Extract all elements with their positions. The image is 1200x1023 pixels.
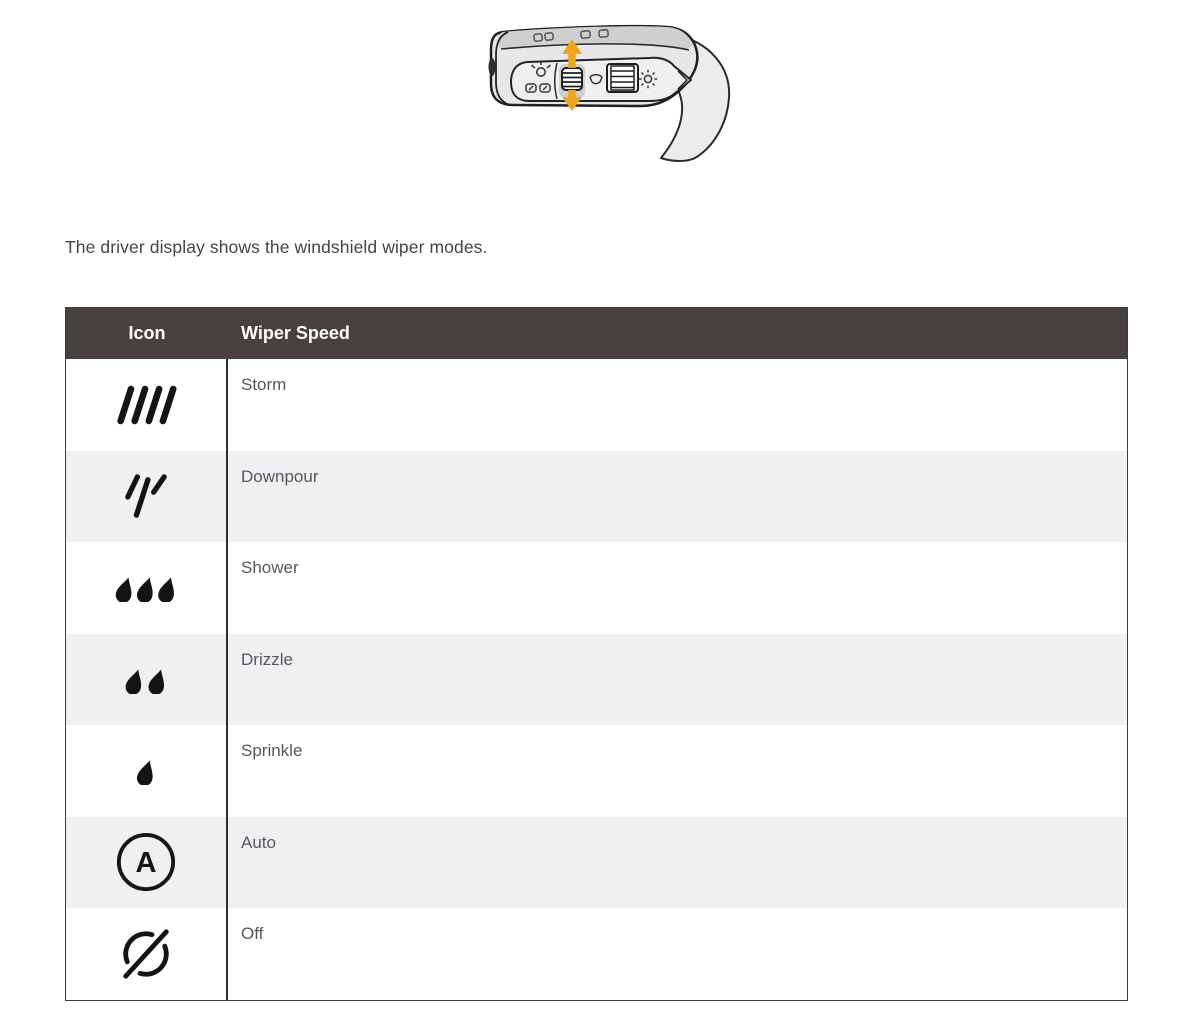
wiper-speed-label: Shower	[241, 558, 299, 577]
icon-cell	[66, 817, 228, 909]
end-cap-notch	[489, 58, 496, 76]
table-row	[66, 817, 1127, 909]
column-header-icon: Icon	[128, 323, 166, 343]
auto-icon-letter: A	[135, 847, 157, 880]
wiper-speed-cell	[228, 634, 1127, 726]
icon-cell	[66, 908, 228, 1000]
table-header-row	[66, 308, 1127, 359]
wiper-speed-roller[interactable]	[562, 68, 582, 90]
column-header-wiper-speed: Wiper Speed	[241, 323, 350, 343]
table-row	[66, 725, 1127, 817]
table-row	[66, 451, 1127, 543]
icon-cell	[66, 634, 228, 726]
wiper-speed-label: Drizzle	[241, 649, 293, 669]
icon-cell	[66, 359, 228, 451]
table-row	[66, 542, 1127, 634]
wiper-speed-cell	[228, 542, 1127, 634]
table-row	[66, 359, 1127, 451]
wiper-speed-cell	[228, 451, 1127, 543]
headlight-roller[interactable]	[607, 64, 638, 92]
wiper-speed-label: Sprinkle	[241, 741, 303, 760]
table-row	[66, 634, 1127, 726]
auto-icon	[115, 831, 177, 893]
wiper-speed-label: Off	[241, 924, 264, 943]
wiper-speed-cell	[228, 908, 1127, 1000]
icon-cell	[66, 542, 228, 634]
wiper-speed-cell	[228, 817, 1127, 909]
icon-cell	[66, 451, 228, 543]
storm-icon	[115, 385, 177, 425]
wiper-speed-cell	[228, 359, 1127, 451]
wiper-stalk-illustration	[481, 20, 741, 165]
wiper-speed-label: Auto	[241, 832, 276, 852]
wiper-speed-label: Downpour	[241, 466, 319, 486]
wiper-speed-cell	[228, 725, 1127, 817]
off-icon	[120, 925, 172, 983]
intro-text: The driver display shows the windshield wiper modes.	[65, 237, 488, 257]
sprinkle-icon	[135, 756, 157, 785]
downpour-icon	[124, 474, 168, 518]
icon-cell	[66, 725, 228, 817]
drizzle-icon	[125, 665, 167, 694]
shower-icon	[115, 573, 177, 602]
table-row	[66, 908, 1127, 1000]
wiper-modes-table	[65, 307, 1128, 1001]
wiper-speed-label: Storm	[241, 375, 287, 394]
